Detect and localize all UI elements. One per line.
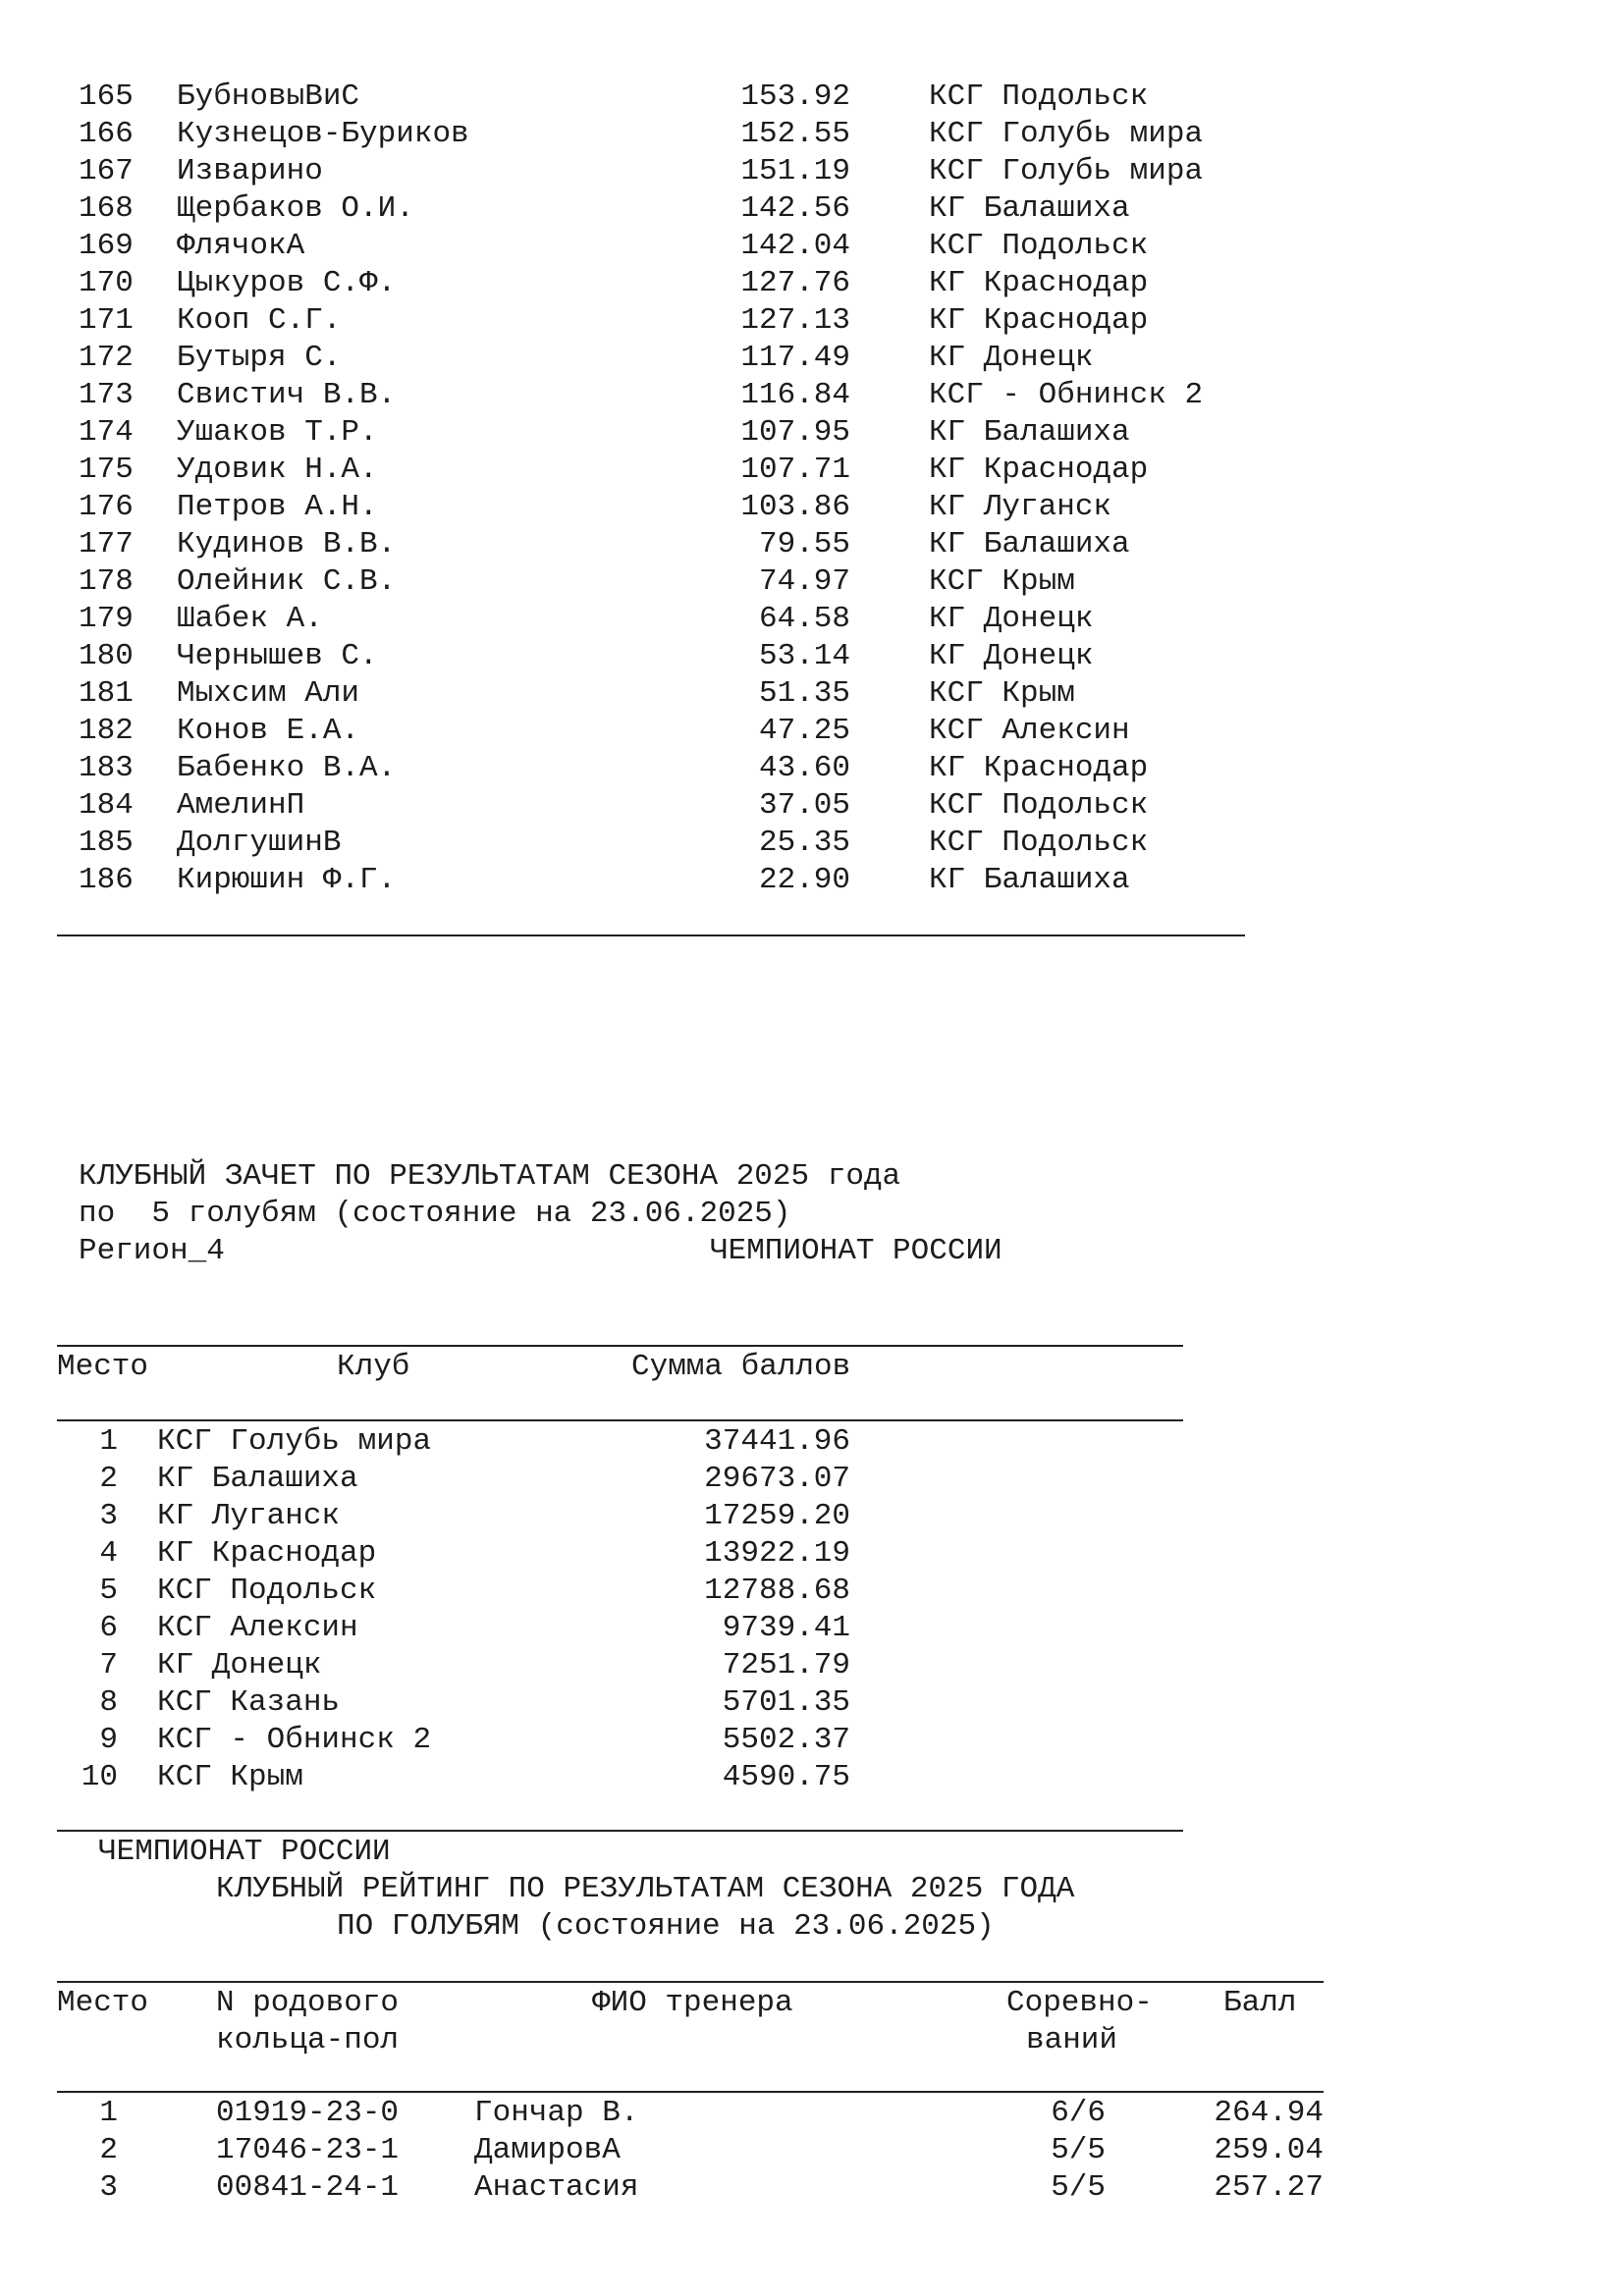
participant-name: Чернышев С. (177, 639, 378, 673)
score-value: 117.49 (740, 341, 850, 375)
participant-name: БубновыВиС (177, 80, 360, 114)
club-sum: 9739.41 (722, 1611, 850, 1645)
club-name: КГ Луганск (929, 490, 1112, 524)
club-sum: 12788.68 (704, 1574, 850, 1608)
club-place: 3 (99, 1499, 118, 1533)
participant-name: Конов Е.А. (177, 714, 360, 748)
ring-number: 01919-23-0 (216, 2096, 400, 2130)
participant-name: Свистич В.В. (177, 378, 397, 412)
competitions-count: 6/6 (1051, 2096, 1106, 2130)
trainer-name: ДамировА (474, 2133, 621, 2167)
participant-name: Удовик Н.А. (177, 453, 378, 487)
participant-name: Ушаков Т.Р. (177, 415, 378, 450)
club-name: КГ Балашиха (929, 191, 1130, 226)
club-sum: 5701.35 (722, 1685, 850, 1720)
participant-name: Шабек А. (177, 602, 323, 636)
club-name: КГ Краснодар (929, 303, 1149, 338)
place-number: 185 (79, 826, 134, 860)
club-name: КГ Донецк (157, 1648, 322, 1682)
club-place: 2 (99, 1462, 118, 1496)
participant-name: Кирюшин Ф.Г. (177, 863, 397, 897)
club-place: 10 (81, 1760, 118, 1794)
score-value: 74.97 (758, 564, 850, 599)
score-value: 107.95 (740, 415, 850, 450)
place-number: 186 (79, 863, 134, 897)
competitions-count: 5/5 (1051, 2133, 1106, 2167)
score-value: 103.86 (740, 490, 850, 524)
club-name: КСГ Подольск (929, 826, 1149, 860)
participant-name: Кудинов В.В. (177, 527, 397, 561)
score-value: 107.71 (740, 453, 850, 487)
club-sum: 37441.96 (704, 1424, 850, 1459)
club-sum: 5502.37 (722, 1723, 850, 1757)
table-bottom-rule (57, 1830, 1183, 1832)
rating-header-competitions-2: ваний (1026, 2023, 1118, 2057)
place-number: 181 (79, 676, 134, 711)
participant-name: Мыхсим Али (177, 676, 360, 711)
participant-name: Кооп С.Г. (177, 303, 342, 338)
participant-name: Бабенко В.А. (177, 751, 397, 785)
participant-name: Олейник С.В. (177, 564, 397, 599)
club-name: КГ Балашиха (929, 863, 1130, 897)
club-name: КГ Краснодар (929, 453, 1149, 487)
club-place: 5 (99, 1574, 118, 1608)
trainer-name: Гончар В. (474, 2096, 639, 2130)
participant-name: Изварино (177, 154, 323, 188)
score-value: 51.35 (758, 676, 850, 711)
club-name: КГ Краснодар (929, 751, 1149, 785)
club-sum: 17259.20 (704, 1499, 850, 1533)
place-number: 167 (79, 154, 134, 188)
club-name: КСГ Голубь мира (929, 154, 1204, 188)
club-name: КГ Луганск (157, 1499, 341, 1533)
score-value: 151.19 (740, 154, 850, 188)
place-number: 174 (79, 415, 134, 450)
club-name: КСГ Голубь мира (157, 1424, 432, 1459)
participant-name: Петров А.Н. (177, 490, 378, 524)
club-place: 4 (99, 1536, 118, 1571)
score-value: 22.90 (758, 863, 850, 897)
club-name: КГ Балашиха (929, 527, 1130, 561)
ring-number: 17046-23-1 (216, 2133, 400, 2167)
rating-header-competitions: Соревно- (1006, 1986, 1153, 2020)
participant-name: ДолгушинВ (177, 826, 342, 860)
championship-label: ЧЕМПИОНАТ РОССИИ (710, 1234, 1002, 1268)
rating-score: 257.27 (1214, 2170, 1324, 2205)
club-name: КСГ Подольск (157, 1574, 377, 1608)
place-number: 176 (79, 490, 134, 524)
rating-header-ring-2: кольца-пол (216, 2023, 400, 2057)
rating-score: 259.04 (1214, 2133, 1324, 2167)
score-value: 142.56 (740, 191, 850, 226)
club-name: КГ Краснодар (157, 1536, 377, 1571)
place-number: 171 (79, 303, 134, 338)
score-value: 79.55 (758, 527, 850, 561)
rating-header-trainer: ФИО тренера (592, 1986, 793, 2020)
place-number: 180 (79, 639, 134, 673)
club-name: КГ Балашиха (157, 1462, 358, 1496)
rating-place: 3 (99, 2170, 118, 2205)
club-name: КСГ - Обнинск 2 (929, 378, 1204, 412)
rating-header-ring: N родового (216, 1986, 400, 2020)
rating-top-rule (57, 1981, 1324, 1983)
score-value: 43.60 (758, 751, 850, 785)
rating-place: 1 (99, 2096, 118, 2130)
rating-header-rule (57, 2091, 1324, 2093)
score-value: 153.92 (740, 80, 850, 114)
ring-number: 00841-24-1 (216, 2170, 400, 2205)
col-header-club: Клуб (337, 1350, 410, 1384)
place-number: 173 (79, 378, 134, 412)
club-name: КГ Краснодар (929, 266, 1149, 300)
score-value: 53.14 (758, 639, 850, 673)
score-value: 127.13 (740, 303, 850, 338)
competitions-count: 5/5 (1051, 2170, 1106, 2205)
rating-championship-label: ЧЕМПИОНАТ РОССИИ (98, 1835, 391, 1869)
participant-name: АмелинП (177, 788, 305, 823)
score-value: 142.04 (740, 229, 850, 263)
score-value: 37.05 (758, 788, 850, 823)
club-sum: 7251.79 (722, 1648, 850, 1682)
section-divider (57, 934, 1245, 936)
club-name: КСГ Подольск (929, 80, 1149, 114)
place-number: 177 (79, 527, 134, 561)
place-number: 168 (79, 191, 134, 226)
place-number: 183 (79, 751, 134, 785)
rating-header-score: Балл (1223, 1986, 1297, 2020)
rating-subtitle: ПО ГОЛУБЯМ (состояние на 23.06.2025) (337, 1909, 995, 1944)
place-number: 170 (79, 266, 134, 300)
participant-name: Цыкуров С.Ф. (177, 266, 397, 300)
club-name: КСГ Голубь мира (929, 117, 1204, 151)
club-name: КГ Донецк (929, 602, 1094, 636)
club-name: КГ Балашиха (929, 415, 1130, 450)
score-value: 127.76 (740, 266, 850, 300)
score-value: 64.58 (758, 602, 850, 636)
club-name: КСГ - Обнинск 2 (157, 1723, 432, 1757)
rating-header-place: Место (57, 1986, 149, 2020)
club-name: КГ Донецк (929, 639, 1094, 673)
region-label: Регион_4 (79, 1234, 225, 1268)
score-value: 25.35 (758, 826, 850, 860)
trainer-name: Анастасия (474, 2170, 639, 2205)
club-sum: 13922.19 (704, 1536, 850, 1571)
col-header-place: Место (57, 1350, 149, 1384)
place-number: 166 (79, 117, 134, 151)
participant-name: ФлячокА (177, 229, 305, 263)
col-header-sum: Сумма баллов (631, 1350, 851, 1384)
table-top-rule (57, 1345, 1183, 1347)
club-standings-title: КЛУБНЫЙ ЗАЧЕТ ПО РЕЗУЛЬТАТАМ СЕЗОНА 2025 года (79, 1159, 901, 1194)
club-name: КГ Донецк (929, 341, 1094, 375)
club-sum: 4590.75 (722, 1760, 850, 1794)
participant-name: Бутыря С. (177, 341, 342, 375)
score-value: 116.84 (740, 378, 850, 412)
place-number: 178 (79, 564, 134, 599)
club-name: КСГ Крым (929, 564, 1075, 599)
club-name: КСГ Крым (929, 676, 1075, 711)
club-place: 7 (99, 1648, 118, 1682)
header-bottom-rule (57, 1419, 1183, 1421)
place-number: 184 (79, 788, 134, 823)
participant-name: Кузнецов-Буриков (177, 117, 469, 151)
score-value: 47.25 (758, 714, 850, 748)
participant-name: Щербаков О.И. (177, 191, 414, 226)
club-name: КСГ Подольск (929, 788, 1149, 823)
rating-place: 2 (99, 2133, 118, 2167)
club-place: 1 (99, 1424, 118, 1459)
place-number: 165 (79, 80, 134, 114)
club-name: КСГ Алексин (157, 1611, 358, 1645)
club-place: 9 (99, 1723, 118, 1757)
rating-title: КЛУБНЫЙ РЕЙТИНГ ПО РЕЗУЛЬТАТАМ СЕЗОНА 2025 ГОДА (216, 1872, 1075, 1906)
club-name: КСГ Казань (157, 1685, 341, 1720)
club-place: 8 (99, 1685, 118, 1720)
place-number: 172 (79, 341, 134, 375)
place-number: 175 (79, 453, 134, 487)
club-name: КСГ Крым (157, 1760, 303, 1794)
club-standings-subtitle: по 5 голубям (состояние на 23.06.2025) (79, 1197, 791, 1231)
place-number: 182 (79, 714, 134, 748)
place-number: 169 (79, 229, 134, 263)
club-name: КСГ Подольск (929, 229, 1149, 263)
score-value: 152.55 (740, 117, 850, 151)
rating-score: 264.94 (1214, 2096, 1324, 2130)
club-place: 6 (99, 1611, 118, 1645)
club-name: КСГ Алексин (929, 714, 1130, 748)
place-number: 179 (79, 602, 134, 636)
club-sum: 29673.07 (704, 1462, 850, 1496)
